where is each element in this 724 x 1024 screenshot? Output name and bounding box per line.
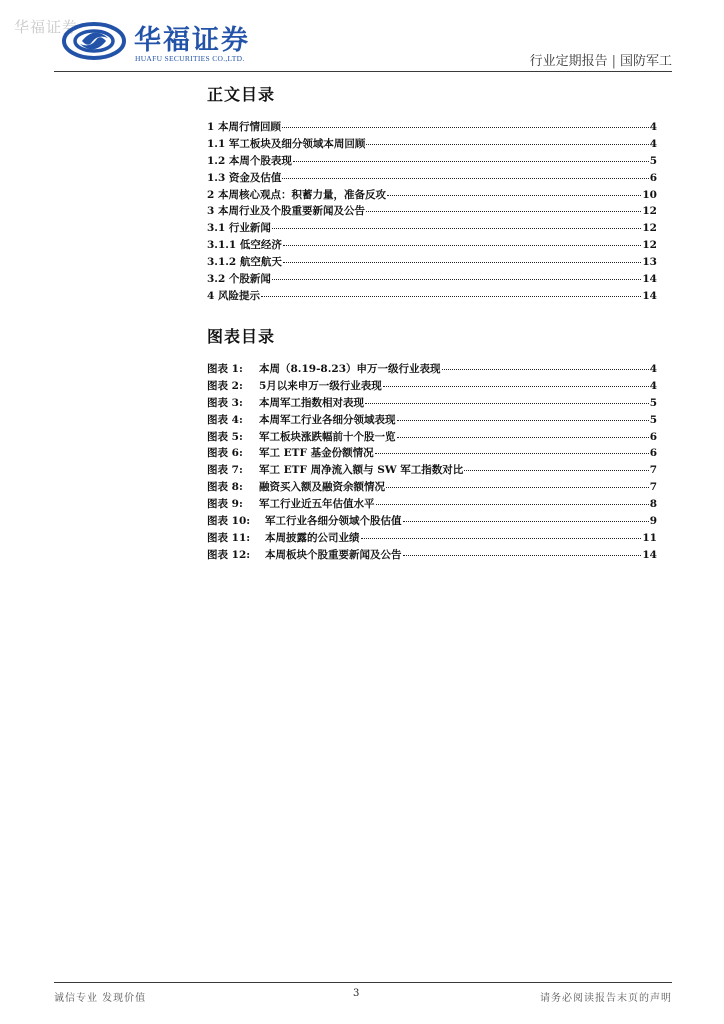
figure-entry-number: 图表 10:: [207, 515, 251, 528]
toc-entry-label: 1.3 资金及估值: [207, 171, 282, 184]
toc-entry-page: 4: [649, 121, 657, 133]
toc-entry-page: 5: [649, 154, 657, 167]
figure-leader-dots: [386, 479, 649, 488]
figure-leader-dots: [403, 513, 649, 522]
figure-entry[interactable]: [207, 513, 657, 530]
figure-entry-label: 本周披露的公司业绩: [265, 531, 360, 544]
figure-entry[interactable]: [207, 378, 657, 395]
toc-entry-label: 1 本周行情回顾: [207, 121, 281, 133]
figure-leader-dots: [397, 412, 649, 421]
figure-leader-dots: [464, 462, 648, 471]
figure-entry-text: [207, 462, 463, 477]
logo-name-en: HUAFU SECURITIES CO.,LTD.: [135, 54, 245, 63]
toc-entry[interactable]: [207, 170, 657, 187]
figure-entry[interactable]: [207, 445, 657, 462]
figure-entry[interactable]: [207, 496, 657, 513]
figure-entry-label: 本周军工行业各细分领域表现: [259, 413, 396, 426]
huafu-logo-icon: [62, 22, 126, 60]
figure-entry-text: [207, 395, 364, 410]
toc-entry-page: 12: [642, 205, 657, 218]
figure-entry[interactable]: [207, 429, 657, 446]
footer-divider: [54, 982, 672, 983]
report-sector: 国防军工: [619, 54, 672, 69]
toc-entry[interactable]: [207, 220, 657, 237]
toc-leader-dots: [387, 187, 641, 196]
figure-entry-text: [207, 445, 374, 460]
toc-entry-page: 12: [642, 222, 657, 235]
toc-entry-page: 6: [649, 171, 657, 184]
toc-leader-dots: [283, 237, 641, 246]
figure-entry-text: [207, 530, 360, 545]
figure-leader-dots: [375, 445, 649, 454]
header-report-info: [530, 50, 672, 69]
figure-entry-number: 图表 3:: [207, 396, 243, 409]
figure-entry-label: 军工行业各细分领域个股估值: [265, 515, 402, 528]
toc-leader-dots: [283, 254, 641, 263]
figure-entry-page: 14: [642, 548, 657, 561]
figure-entry-label: 融资买入额及融资余额情况: [259, 481, 385, 494]
figure-entry-number: 图表 2:: [207, 379, 243, 392]
figure-leader-dots: [361, 530, 642, 539]
toc-entry-page: 14: [642, 289, 657, 302]
figure-entry-label: 军工 ETF 周净流入额与 SW 军工指数对比: [259, 464, 464, 477]
figure-entry-label: 本周板块个股重要新闻及公告: [265, 548, 402, 561]
figure-entry-text: [207, 429, 396, 444]
toc-leader-dots: [272, 220, 641, 229]
page-number: 3: [353, 988, 360, 999]
figure-entry-text: [207, 496, 375, 511]
watermark: 华福证券: [14, 18, 79, 36]
figure-entry-page: 5: [649, 413, 657, 426]
figure-entry[interactable]: [207, 361, 657, 378]
figure-entry[interactable]: [207, 395, 657, 412]
footer-disclaimer: 请务必阅读报告末页的声明: [540, 993, 672, 1004]
toc-entry-label: 3.1.2 航空航天: [207, 256, 282, 269]
figure-entry[interactable]: [207, 530, 657, 547]
figure-leader-dots: [376, 496, 649, 505]
toc-entry-page: 13: [642, 256, 657, 269]
figure-entry-label: 军工板块涨跌幅前十个股一览: [259, 430, 396, 443]
logo-name-cn: 华福证券: [134, 25, 250, 56]
report-type: 行业定期报告: [529, 54, 608, 69]
figure-entry-page: 6: [649, 430, 657, 443]
toc-entry-page: 4: [649, 137, 657, 150]
figure-entry-label: 军工 ETF 基金份额情况: [259, 447, 374, 460]
figures-list: [207, 361, 657, 564]
figures-title: 图表目录: [207, 327, 276, 346]
toc-leader-dots: [366, 136, 648, 145]
figure-entry-label: 5月以来申万一级行业表现: [259, 379, 382, 392]
figure-entry-page: 8: [649, 498, 657, 511]
figure-leader-dots: [442, 361, 649, 370]
figure-entry[interactable]: [207, 547, 657, 564]
figure-entry-page: 5: [649, 396, 657, 409]
toc-entry[interactable]: [207, 203, 657, 220]
figure-leader-dots: [383, 378, 649, 387]
figure-entry-page: 11: [642, 531, 657, 544]
toc-entry-label: 4 风险提示: [207, 289, 260, 302]
figure-entry-text: [207, 361, 441, 376]
toc-section: [207, 82, 657, 305]
toc-entry[interactable]: [207, 237, 657, 254]
figure-entry-text: [207, 412, 396, 427]
toc-list: [207, 119, 657, 305]
toc-entry[interactable]: [207, 187, 657, 204]
figure-entry-text: [207, 479, 385, 494]
toc-entry[interactable]: [207, 271, 657, 288]
header-separator: |: [611, 54, 616, 69]
figure-entry-number: 图表 9:: [207, 498, 243, 511]
figure-entry-page: 7: [649, 481, 657, 494]
figure-entry-number: 图表 6:: [207, 447, 243, 460]
toc-entry[interactable]: [207, 254, 657, 271]
figure-entry-page: 4: [649, 363, 657, 375]
toc-entry[interactable]: [207, 153, 657, 170]
figure-entry-label: 本周（8.19-8.23）申万一级行业表现: [259, 363, 441, 375]
toc-entry-label: 3.1 行业新闻: [207, 222, 271, 235]
figures-section: [207, 324, 657, 564]
toc-leader-dots: [261, 288, 641, 297]
figure-entry[interactable]: [207, 462, 657, 479]
toc-entry-page: 10: [642, 188, 657, 201]
toc-entry[interactable]: [207, 288, 657, 305]
figure-entry-text: [207, 547, 402, 562]
toc-entry-label: 3 本周行业及个股重要新闻及公告: [207, 205, 365, 218]
figure-entry-number: 图表 4:: [207, 413, 243, 426]
figure-entry-text: [207, 513, 402, 528]
toc-entry-label: 1.2 本周个股表现: [207, 154, 292, 167]
figure-entry-number: 图表 1:: [207, 363, 243, 375]
figure-entry-page: 7: [649, 464, 657, 477]
toc-title: 正文目录: [207, 85, 276, 104]
figure-leader-dots: [365, 395, 649, 404]
toc-entry[interactable]: [207, 119, 657, 136]
figure-entry-label: 本周军工指数相对表现: [259, 396, 364, 409]
figure-entry-number: 图表 12:: [207, 548, 251, 561]
footer-slogan: 诚信专业 发现价值: [54, 993, 147, 1004]
figure-entry-number: 图表 5:: [207, 430, 243, 443]
toc-entry-page: 12: [642, 239, 657, 252]
figure-entry-page: 9: [649, 515, 657, 528]
toc-leader-dots: [293, 153, 649, 162]
figure-entry-label: 军工行业近五年估值水平: [259, 498, 375, 511]
toc-entry-label: 2 本周核心观点：积蓄力量，准备反攻: [207, 188, 386, 201]
figure-entry-number: 图表 11:: [207, 531, 251, 544]
toc-leader-dots: [282, 119, 649, 128]
company-logo: [62, 18, 272, 68]
toc-entry[interactable]: [207, 136, 657, 153]
toc-leader-dots: [272, 271, 641, 280]
header-divider: [54, 71, 672, 72]
figure-leader-dots: [403, 547, 642, 556]
figure-entry[interactable]: [207, 412, 657, 429]
toc-leader-dots: [366, 203, 641, 212]
figure-entry-page: 6: [649, 447, 657, 460]
toc-entry-label: 3.2 个股新闻: [207, 273, 271, 286]
toc-entry-page: 14: [642, 273, 657, 286]
figure-entry[interactable]: [207, 479, 657, 496]
figure-entry-text: [207, 378, 382, 393]
toc-leader-dots: [282, 170, 648, 179]
toc-entry-label: 3.1.1 低空经济: [207, 239, 282, 252]
figure-entry-number: 图表 8:: [207, 481, 243, 494]
figure-leader-dots: [397, 429, 649, 438]
figure-entry-number: 图表 7:: [207, 464, 243, 477]
toc-entry-label: 1.1 军工板块及细分领域本周回顾: [207, 137, 366, 150]
figure-entry-page: 4: [649, 379, 657, 392]
